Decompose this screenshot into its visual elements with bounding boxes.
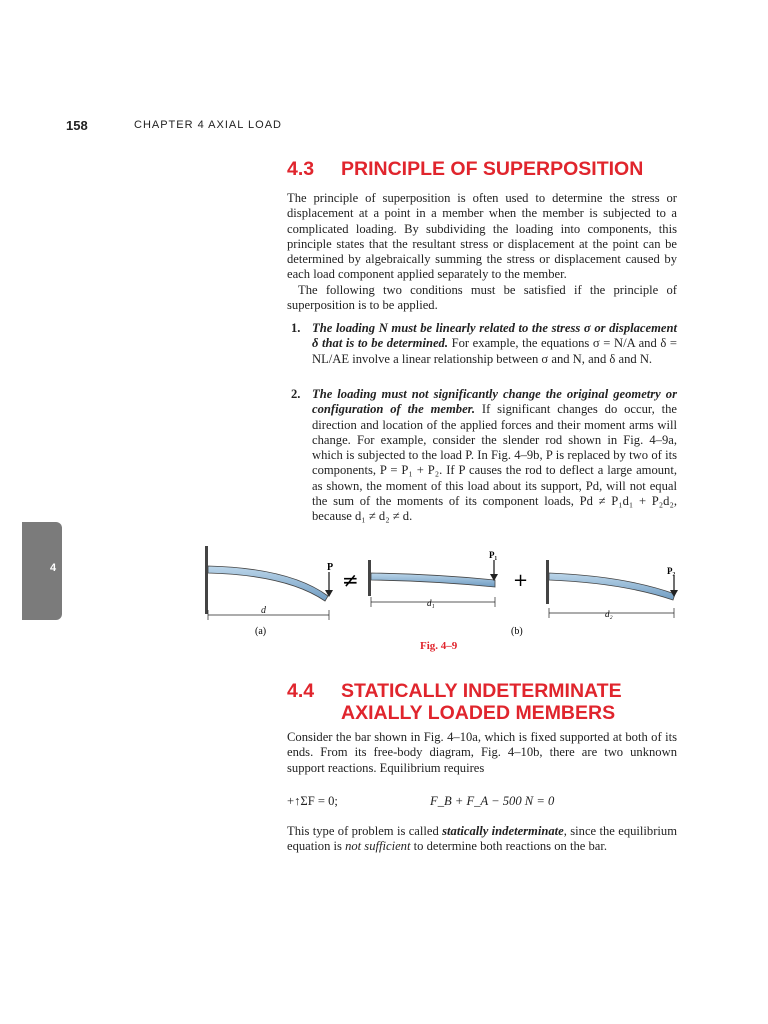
section-heading-4-3	[287, 158, 643, 180]
label-d1: d₁	[427, 598, 435, 608]
section-number: 4.4	[287, 680, 315, 702]
section-title: PRINCIPLE OF SUPERPOSITION	[341, 158, 644, 180]
text: , since the equilibrium equation is	[287, 824, 677, 854]
section-heading-4-4	[287, 680, 622, 724]
equation-label: +↑ΣF = 0;	[287, 794, 338, 808]
list-lead: The loading must not significantly change the original geometry or configuration of the member.	[312, 387, 677, 417]
figure-caption: Fig. 4–9	[420, 640, 458, 652]
chapter-title: CHAPTER 4 AXIAL LOAD	[134, 119, 282, 131]
paragraph	[287, 283, 677, 314]
label-a: (a)	[255, 626, 267, 637]
list-lead: The loading N must be linearly related to the stress σ or displacement δ that is to be determined.	[312, 321, 677, 351]
list-number: 1.	[291, 321, 301, 335]
list-text: For example, the equations σ = N/A and δ = NL/AE involve a linear relationship between σ and N, and δ and N.	[312, 336, 677, 366]
running-header	[66, 118, 282, 133]
plus-sign: +	[513, 570, 529, 591]
paragraph-text: The following two conditions must be satisfied if the principle of superposition is to be applied.	[287, 283, 677, 313]
text: to determine both reactions on the bar.	[410, 839, 608, 854]
paragraph: Consider the bar shown in Fig. 4–10a, which is fixed supported at both of its ends. From its free-body diagram, Fig. 4–10b, there are two unknown support reactions. Equilibrium requires	[287, 730, 677, 775]
paragraph	[287, 824, 677, 855]
emphasis: not sufficient	[345, 839, 411, 854]
text: This type of problem is called	[287, 824, 443, 838]
section-title-line1: STATICALLY INDETERMINATE	[341, 680, 622, 702]
label-P: P	[327, 562, 334, 573]
not-equal-sign: ≠	[342, 568, 359, 592]
label-P1: P₁	[489, 550, 498, 560]
list-item	[291, 321, 677, 367]
page-number: 158	[66, 118, 88, 133]
list-number: 2.	[291, 387, 301, 401]
rod-a-diagram	[205, 546, 333, 620]
list-item	[291, 387, 677, 525]
figure-4-9	[195, 540, 695, 640]
label-d: d	[261, 605, 266, 616]
label-P2: P₂	[667, 566, 676, 576]
paragraph: The principle of superposition is often used to determine the stress or displacement at a point in a member when the member is subjected to a complicated loading. By subdividing the loading into components, this principle states that the resultant stress or displacement at the point can be determined by algebraically summing the stress or displacement caused by each load component applied separately to the member.	[287, 191, 677, 282]
label-d2: d₂	[605, 609, 613, 619]
chapter-tab	[22, 522, 62, 620]
section-number: 4.3	[287, 158, 315, 180]
chapter-tab-label: 4	[50, 562, 57, 574]
emphasis: statically indeterminate	[442, 824, 564, 838]
section-title-line2: AXIALLY LOADED MEMBERS	[341, 702, 616, 724]
label-b: (b)	[511, 626, 523, 637]
equation: F_B + F_A − 500 N = 0	[430, 794, 555, 808]
list-text: If significant changes do occur, the direction and location of the applied forces and their moment arms will change. For example, consider the slender rod shown in Fig. 4–9a, which is subjected to the load P. In Fig. 4–9b, P is replaced by two of its components, P = P₁ + P₂. If P causes the rod to deflect a large amount, as shown, the moment of this load about its support, Pd, will not equal the sum of the moments of its component loads, Pd ≠ P₁d₁ + P₂d₂, because d₁ ≠ d₂ ≠ d.	[312, 402, 677, 524]
